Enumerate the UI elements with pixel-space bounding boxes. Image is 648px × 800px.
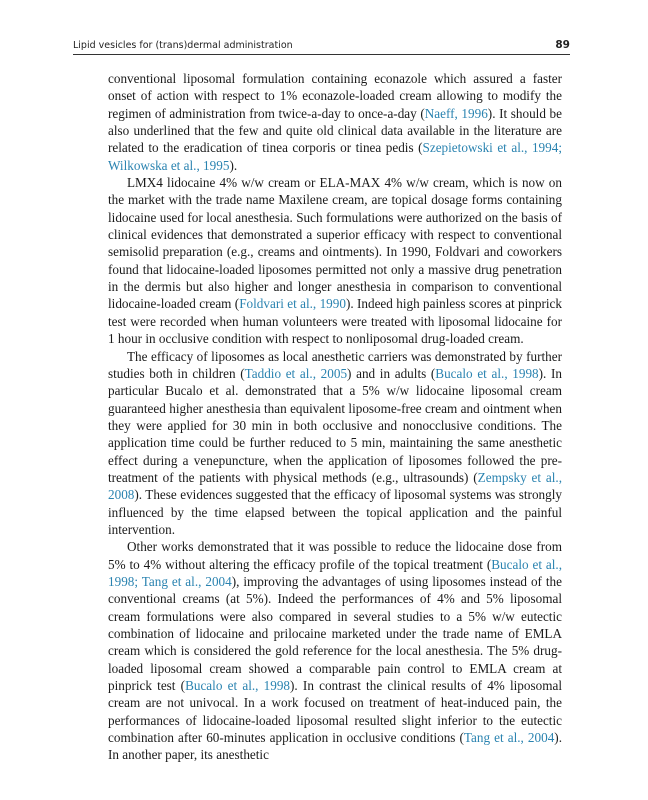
running-header: [73, 39, 570, 55]
citation-link[interactable]: Foldvari et al., 1990: [239, 296, 346, 312]
paragraph-text: ). In particular Bucalo et al. demonstrated that a 5% w/w lidocaine liposomal cream guaranteed higher anesthesia than equivalent liposome-free cream and ointment when they were applied for 30 min in both occlusive and nonocclusive conditions. The application time could be further reduced to 5 min, maintaining the same anesthetic effect during a venepuncture, when the application of liposomes followed the pre-treatment of the patients with physical methods (e.g., ultrasounds) (: [108, 365, 562, 485]
paragraph-text: The efficacy of liposomes as local anesthetic carriers was demonstrated by further studies both in children (: [108, 348, 562, 381]
citation-link[interactable]: Naeff, 1996: [424, 105, 488, 121]
citation-link[interactable]: Szepietowski et al., 1994; Wilkowska et al., 1995: [108, 140, 562, 173]
running-title: Lipid vesicles for (trans)dermal administration: [73, 40, 293, 51]
paragraph-text: ) and in adults (: [347, 365, 436, 381]
paragraph-text: ).: [229, 157, 238, 173]
paragraph: [108, 348, 562, 539]
citation-link[interactable]: Zempsky et al., 2008: [108, 469, 562, 503]
paragraph: [108, 538, 562, 763]
paragraph-text: ). In another paper, its anesthetic: [108, 730, 562, 763]
page-number: 89: [555, 39, 570, 51]
paragraph-text: ). It should be also underlined that the few and quite old clinical data available in the literature are related to the eradication of tinea corporis or tinea pedis (: [108, 105, 562, 156]
citation-link[interactable]: Bucalo et al., 1998: [185, 678, 291, 694]
paragraph: [108, 174, 562, 347]
paragraph-text: ). In contrast the clinical results of 4% liposomal cream are not univocal. In a work focused on treatment of heat-induced pain, the performances of lidocaine-loaded liposomal resulted slight inferior to the eutectic combination after 60-minutes application in occlusive conditions (: [108, 678, 562, 746]
paragraph-text: conventional liposomal formulation containing econazole which assured a faster onset of action with respect to 1% econazole-loaded cream allowing to modify the regimen of administration from twice-a-day to once-a-day (: [108, 71, 562, 121]
paragraph-text: Other works demonstrated that it was possible to reduce the lidocaine dose from 5% to 4% without altering the efficacy profile of the topical treatment (: [108, 539, 562, 572]
paragraph-text: ). Indeed high painless scores at pinprick test were recorded when human volunteers were treated with liposomal lidocaine for 1 hour in occlusive condition with respect to nonliposomal drug-loaded cream.: [108, 296, 562, 347]
body-text: [108, 70, 562, 764]
paragraph-text: ), improving the advantages of using liposomes instead of the conventional creams (at 5%). Indeed the performances of 4% and 5% liposomal cream formulations were also compared in several studies to a 5% w/w eutectic combination of lidocaine and prilocaine marketed under the trade name of EMLA cream which is considered the gold reference for the local anesthesia. The 5% drug-loaded liposomal cream showed a comparable pain control to EMLA cream at pinprick test (: [108, 573, 562, 694]
citation-link[interactable]: Taddio et al., 2005: [244, 365, 348, 381]
citation-link[interactable]: Bucalo et al., 1998; Tang et al., 2004: [108, 556, 562, 589]
paragraph: [108, 70, 562, 174]
citation-link[interactable]: Bucalo et al., 1998: [435, 365, 539, 381]
citation-link[interactable]: Tang et al., 2004: [463, 730, 555, 746]
paragraph-text: ). These evidences suggested that the efficacy of liposomal systems was strongly influenced by the time elapsed between the topical application and the painful intervention.: [108, 487, 562, 537]
paragraph-text: LMX4 lidocaine 4% w/w cream or ELA-MAX 4% w/w cream, which is now on the market with the trade name Maxilene cream, are topical dosage forms containing lidocaine used for local anesthesia. Such formulations were authorized on the basis of clinical evidences that demonstrated a superior efficacy with respect to conventional semisolid preparation (e.g., creams and ointments). In 1990, Foldvari and coworkers found that lidocaine-loaded liposomes permitted not only a massive drug penetration in the dermis but also higher and longer anesthesia in comparison to conventional lidocaine-loaded cream (: [108, 175, 562, 312]
